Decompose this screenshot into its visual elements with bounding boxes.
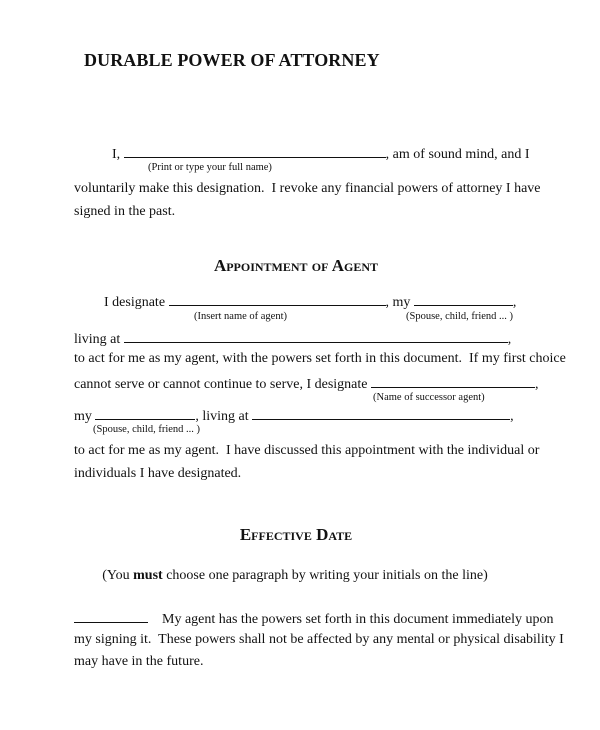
successor-address-field[interactable]: [252, 405, 510, 420]
living-at-label: living at: [74, 332, 121, 347]
para1-text: My agent has the powers set forth in this document immediately upon: [162, 612, 554, 627]
effective-date-heading: Effective Date: [239, 525, 353, 544]
successor-caption: (Name of successor agent): [373, 392, 485, 403]
cannot-serve-text: cannot serve or cannot continue to serve, I designate: [74, 377, 368, 392]
instruction-text: choose one paragraph by writing your initials on the line): [162, 568, 488, 583]
effective-para1-line2: my signing it. These powers shall not be affected by any mental or physical disability I: [74, 632, 564, 647]
full-name-caption: (Print or type your full name): [148, 162, 272, 173]
agent-relation-field[interactable]: [414, 291, 513, 306]
agent-address-field[interactable]: [124, 328, 508, 343]
intro-line-2: voluntarily make this designation. I revoke any financial powers of attorney I have: [74, 181, 541, 196]
cannot-serve-line: [74, 373, 539, 394]
discussed-line: to act for me as my agent. I have discussed this appointment with the individual or: [74, 443, 540, 458]
relation-caption: (Spouse, child, friend ... ): [406, 311, 514, 322]
act-line: to act for me as my agent, with the powers set forth in this document. If my first choice: [74, 351, 566, 366]
successor-relation-caption: (Spouse, child, friend ... ): [93, 424, 201, 435]
comma: ,: [512, 295, 517, 310]
effective-para1-line1: [74, 608, 554, 629]
agent-name-field[interactable]: [169, 291, 386, 306]
living-at-line: [74, 328, 511, 349]
instruction-emphasis: must: [133, 568, 163, 583]
successor-name-field[interactable]: [371, 373, 535, 388]
agent-name-caption: (Insert name of agent): [194, 311, 287, 322]
effective-instruction: [0, 567, 590, 585]
living-at-label: , living at: [195, 409, 249, 424]
my-label: , my: [385, 295, 411, 310]
successor-relation-field[interactable]: [95, 405, 195, 420]
effective-para1-line3: may have in the future.: [74, 654, 204, 669]
comma: ,: [510, 409, 514, 424]
designate-label: I designate: [104, 295, 166, 310]
successor-relation-line: [74, 405, 514, 426]
intro-name-line: [112, 143, 530, 164]
my-label: my: [74, 409, 92, 424]
comma: ,: [507, 332, 512, 347]
intro-prefix: I,: [112, 147, 121, 162]
document-title: DURABLE POWER OF ATTORNEY: [84, 50, 380, 70]
designated-line: individuals I have designated.: [74, 466, 242, 481]
designate-line: [104, 291, 516, 312]
intro-suffix: , am of sound mind, and I: [385, 147, 530, 162]
instruction-text: (You: [102, 568, 134, 583]
intro-line-3: signed in the past.: [74, 204, 176, 219]
full-name-field[interactable]: [124, 143, 386, 158]
appointment-heading: Appointment of Agent: [213, 256, 379, 275]
initials-field[interactable]: [74, 608, 148, 623]
comma: ,: [535, 377, 539, 392]
